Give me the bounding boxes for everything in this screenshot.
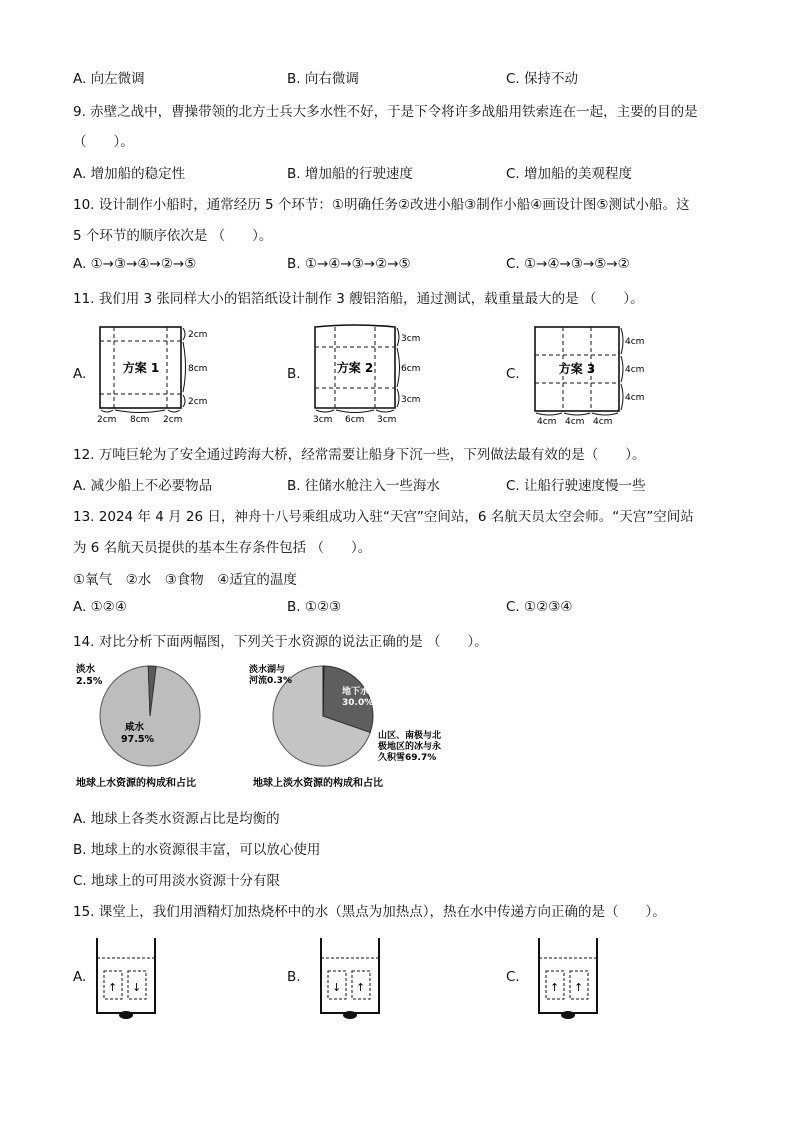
q8-option-b[interactable]: B. 向右微调 <box>287 71 359 87</box>
q13-option-b[interactable]: B. ①②③ <box>287 599 342 615</box>
q11-design-1-name: 方案 1 <box>122 361 160 375</box>
arrow-up-icon: ↑ <box>574 981 584 994</box>
q12-option-b[interactable]: B. 往储水舱注入一些海水 <box>287 478 440 494</box>
svg-text:8cm: 8cm <box>188 364 208 374</box>
pie2-lake-label: 淡水湖与 <box>249 665 286 675</box>
q9-stem-line1: 9. 赤壁之战中，曹操带领的北方士兵大多水性不好，于是下令将许多战船用铁索连在一起，主要的目的是 <box>73 104 698 120</box>
pie2-ice-label-3: 久积雪69.7% <box>378 753 437 763</box>
q13-option-a[interactable]: A. ①②④ <box>73 599 127 615</box>
q13-stem-line1: 13. 2024 年 4 月 26 日，神舟十八号乘组成功入驻“天宫”空间站，6 名航天员太空会师。“天宫”空间站 <box>73 509 694 525</box>
svg-text:2cm: 2cm <box>188 330 208 340</box>
q13-option-c[interactable]: C. ①②③④ <box>506 599 573 615</box>
q8-option-c[interactable]: C. 保持不动 <box>506 71 579 87</box>
pie2-ice-label-1: 山区、南极与北 <box>378 731 442 741</box>
q11-stem: 11. 我们用 3 张同样大小的铝箔纸设计制作 3 艘铝箔船，通过测试，载重量最大的是 （ ）。 <box>73 291 644 307</box>
q10-option-b[interactable]: B. ①→④→③→②→⑤ <box>287 256 411 272</box>
pie2-caption: 地球上淡水资源的构成和占比 <box>253 778 383 789</box>
q10-stem-line2: 5 个环节的顺序依次是 （ ）。 <box>73 228 273 244</box>
arrow-up-icon: ↑ <box>550 981 560 994</box>
q11-option-a-letter[interactable]: A. <box>73 366 87 382</box>
q15-beaker-c <box>534 933 604 1023</box>
svg-text:2cm: 2cm <box>163 415 183 425</box>
q11-design-2-figure <box>307 322 432 426</box>
pie1-salt-value: 97.5% <box>121 734 154 745</box>
pie2-ground-label: 地下水 <box>342 687 370 697</box>
pie2-lake-value: 河流0.3% <box>249 676 292 686</box>
heating-point-icon <box>561 1011 575 1019</box>
q15-beaker-a <box>92 933 162 1023</box>
svg-text:3cm: 3cm <box>313 415 333 425</box>
q14-stem: 14. 对比分析下面两幅图，下列关于水资源的说法正确的是 （ ）。 <box>73 634 488 650</box>
pie1-fresh-value: 2.5% <box>76 676 103 687</box>
q11-design-1-figure <box>95 322 220 426</box>
heating-point-icon <box>119 1011 133 1019</box>
svg-text:8cm: 8cm <box>130 415 150 425</box>
svg-text:3cm: 3cm <box>401 334 421 344</box>
pie2-ground-value: 30.0% <box>342 698 374 708</box>
q10-option-c[interactable]: C. ①→④→③→⑤→② <box>506 256 630 272</box>
q11-design-3-figure <box>527 322 652 426</box>
q14-option-b[interactable]: B. 地球上的水资源很丰富，可以放心使用 <box>73 842 321 858</box>
q14-option-c[interactable]: C. 地球上的可用淡水资源十分有限 <box>73 873 281 889</box>
q11-design-2-name: 方案 2 <box>336 361 374 375</box>
pie1-salt-label: 咸水 <box>125 722 145 733</box>
q10-option-a[interactable]: A. ①→③→④→②→⑤ <box>73 256 197 272</box>
q15-option-a-letter[interactable]: A. <box>73 969 87 985</box>
svg-text:2cm: 2cm <box>188 397 208 407</box>
svg-text:2cm: 2cm <box>97 415 117 425</box>
q12-option-c[interactable]: C. 让船行驶速度慢一些 <box>506 478 646 494</box>
svg-text:6cm: 6cm <box>345 415 365 425</box>
q9-option-a[interactable]: A. 增加船的稳定性 <box>73 166 186 182</box>
pie1-fresh-label: 淡水 <box>76 664 96 675</box>
q13-items: ①氧气 ②水 ③食物 ④适宜的温度 <box>73 572 297 588</box>
arrow-up-icon: ↑ <box>356 981 366 994</box>
arrow-up-icon: ↑ <box>108 981 118 994</box>
svg-text:4cm: 4cm <box>565 417 585 426</box>
svg-text:4cm: 4cm <box>625 393 645 403</box>
q14-option-a[interactable]: A. 地球上各类水资源占比是均衡的 <box>73 811 280 827</box>
q15-beaker-b <box>316 933 386 1023</box>
pie1-caption: 地球上水资源的构成和占比 <box>76 778 196 789</box>
q11-option-b-letter[interactable]: B. <box>287 366 301 382</box>
heating-point-icon <box>343 1011 357 1019</box>
q12-stem: 12. 万吨巨轮为了安全通过跨海大桥，经常需要让船身下沉一些，下列做法最有效的是（ ）。 <box>73 447 646 463</box>
svg-text:3cm: 3cm <box>401 395 421 405</box>
q14-chart-1 <box>70 658 250 793</box>
svg-text:3cm: 3cm <box>377 415 397 425</box>
svg-text:4cm: 4cm <box>625 337 645 347</box>
q9-option-c[interactable]: C. 增加船的美观程度 <box>506 166 633 182</box>
q12-option-a[interactable]: A. 减少船上不必要物品 <box>73 478 213 494</box>
q11-design-3-name: 方案 3 <box>558 362 596 376</box>
pie2-ice-label-2: 极地区的冰与永 <box>378 742 442 752</box>
svg-text:4cm: 4cm <box>593 417 613 426</box>
arrow-down-icon: ↓ <box>332 981 342 994</box>
q8-option-a[interactable]: A. 向左微调 <box>73 71 145 87</box>
svg-text:4cm: 4cm <box>537 417 557 426</box>
q15-stem: 15. 课堂上，我们用酒精灯加热烧杯中的水（黑点为加热点），热在水中传递方向正确的是（ ）。 <box>73 904 666 920</box>
q10-stem-line1: 10. 设计制作小船时，通常经历 5 个环节：①明确任务②改进小船③制作小船④画设计图⑤测试小船。这 <box>73 197 690 213</box>
q11-option-c-letter[interactable]: C. <box>506 366 520 382</box>
svg-text:4cm: 4cm <box>625 365 645 375</box>
q15-option-c-letter[interactable]: C. <box>506 969 520 985</box>
q13-stem-line2: 为 6 名航天员提供的基本生存条件包括 （ ）。 <box>73 540 372 556</box>
q15-option-b-letter[interactable]: B. <box>287 969 301 985</box>
q9-option-b[interactable]: B. 增加船的行驶速度 <box>287 166 413 182</box>
q14-chart-2 <box>245 658 475 793</box>
svg-text:6cm: 6cm <box>401 364 421 374</box>
arrow-down-icon: ↓ <box>132 981 142 994</box>
q9-stem-line2: （ ）。 <box>73 134 134 150</box>
